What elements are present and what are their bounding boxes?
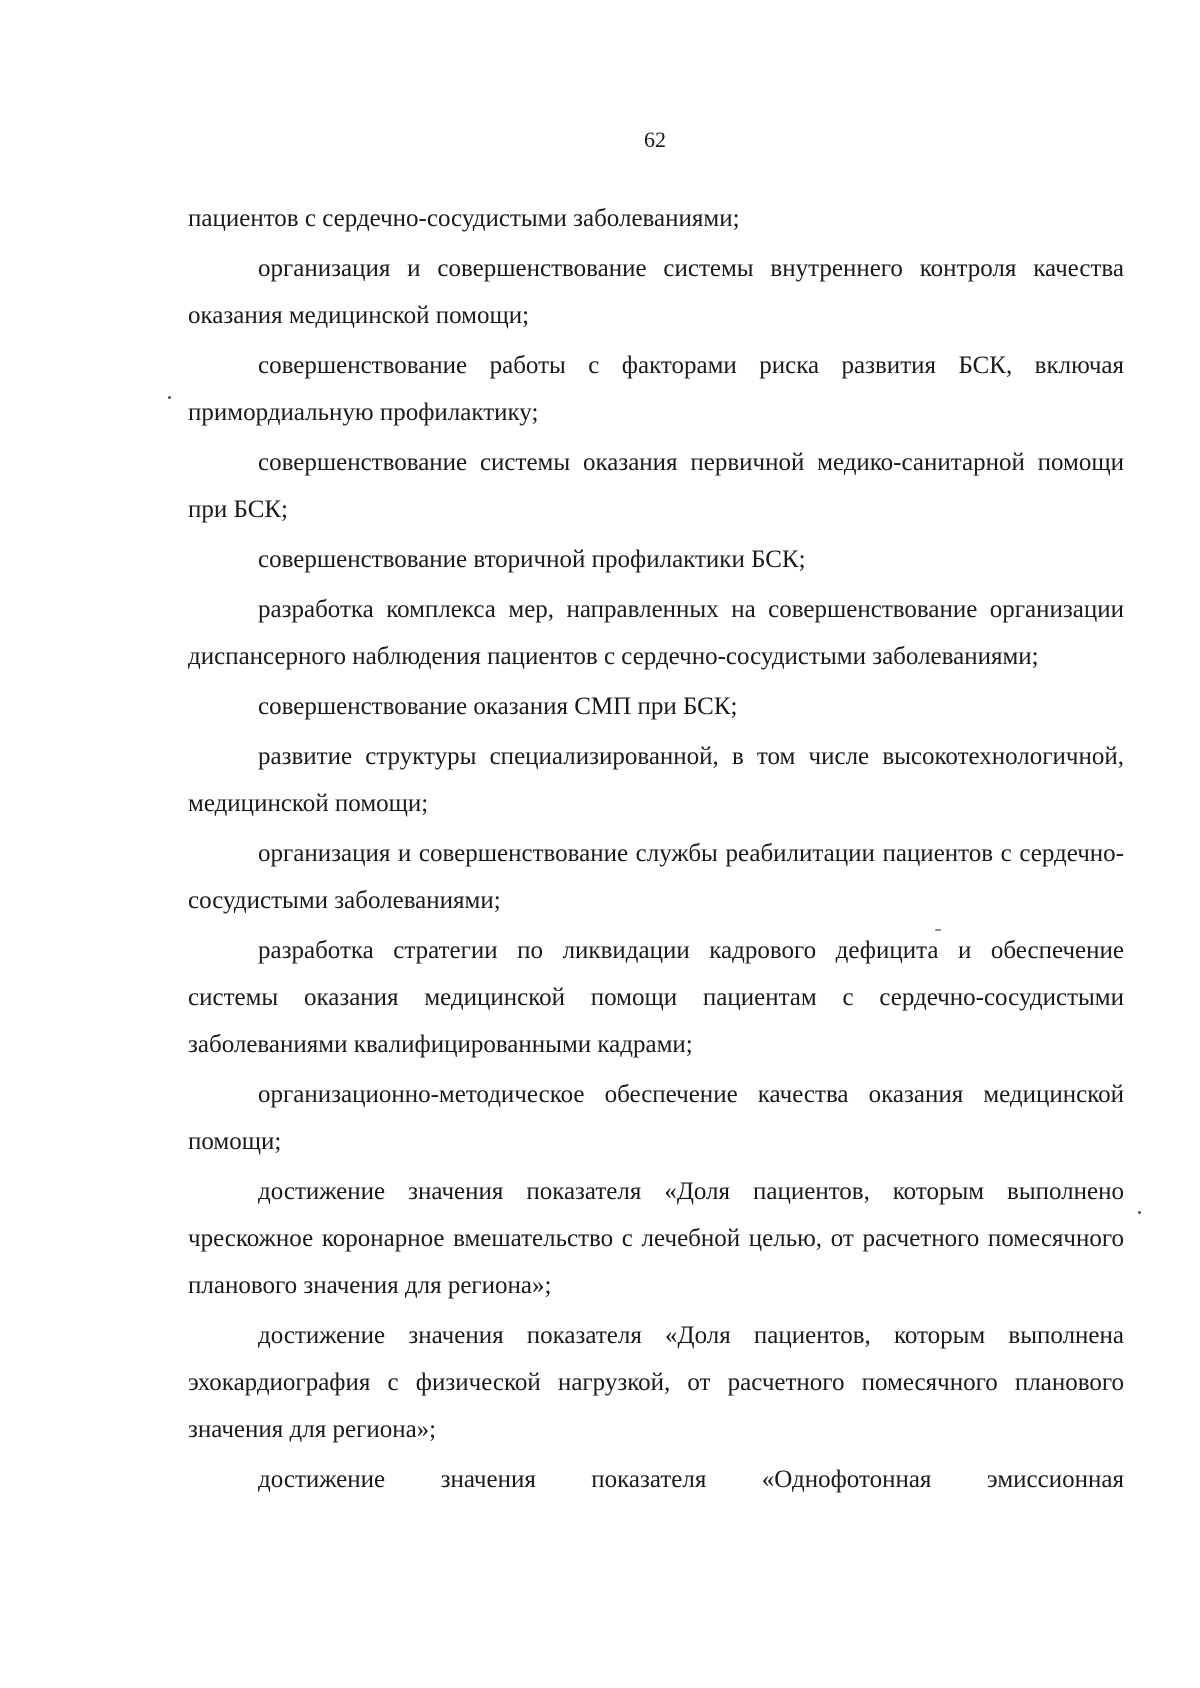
body-text [188, 195, 1124, 1506]
list-item-pci-indicator: достижение значения показателя «Доля пациентов, которым выполнено чрескожное коронарное вмешательство с лечебной целью, от расчетного помесячного планового значения для региона»; [188, 1178, 1124, 1299]
scan-speck [1138, 1211, 1141, 1214]
scan-speck [168, 396, 171, 399]
paragraph-continuation: пациентов с сердечно-сосудистыми заболеваниями; [188, 205, 740, 232]
list-item-spect-indicator: достижение значения показателя «Однофотонная эмиссионная [258, 1466, 1124, 1493]
list-item-secondary-prevention: совершенствование вторичной профилактики БСК; [258, 546, 806, 573]
list-item-methodological-support: организационно-методическое обеспечение качества оказания медицинской помощи; [188, 1081, 1124, 1155]
list-item-risk-factors: совершенствование работы с факторами риска развития БСК, включая примордиальную профилактику; [188, 352, 1124, 426]
list-item-quality-control: организация и совершенствование системы внутреннего контроля качества оказания медицинской помощи; [188, 255, 1124, 329]
list-item-emergency-care: совершенствование оказания СМП при БСК; [258, 693, 738, 720]
scan-speck [935, 929, 941, 931]
list-item-rehabilitation: организация и совершенствование службы реабилитации пациентов с сердечно-сосудистыми заболеваниями; [188, 840, 1124, 914]
list-item-staffing-strategy: разработка стратегии по ликвидации кадрового дефицита и обеспечение системы оказания медицинской помощи пациентам с сердечно-сосудистыми заболеваниями квалифицированными кадрами; [188, 937, 1124, 1058]
list-item-primary-care: совершенствование системы оказания первичной медико-санитарной помощи при БСК; [188, 449, 1124, 523]
list-item-echo-indicator: достижение значения показателя «Доля пациентов, которым выполнена эхокардиография с физической нагрузкой, от расчетного помесячного планового значения для региона»; [188, 1322, 1124, 1443]
list-item-specialized-care: развитие структуры специализированной, в том числе высокотехнологичной, медицинской помощи; [188, 743, 1124, 817]
list-item-dispensary-observation: разработка комплекса мер, направленных на совершенствование организации диспансерного наблюдения пациентов с сердечно-сосудистыми заболеваниями; [188, 596, 1124, 670]
page-number: 62 [644, 127, 666, 152]
